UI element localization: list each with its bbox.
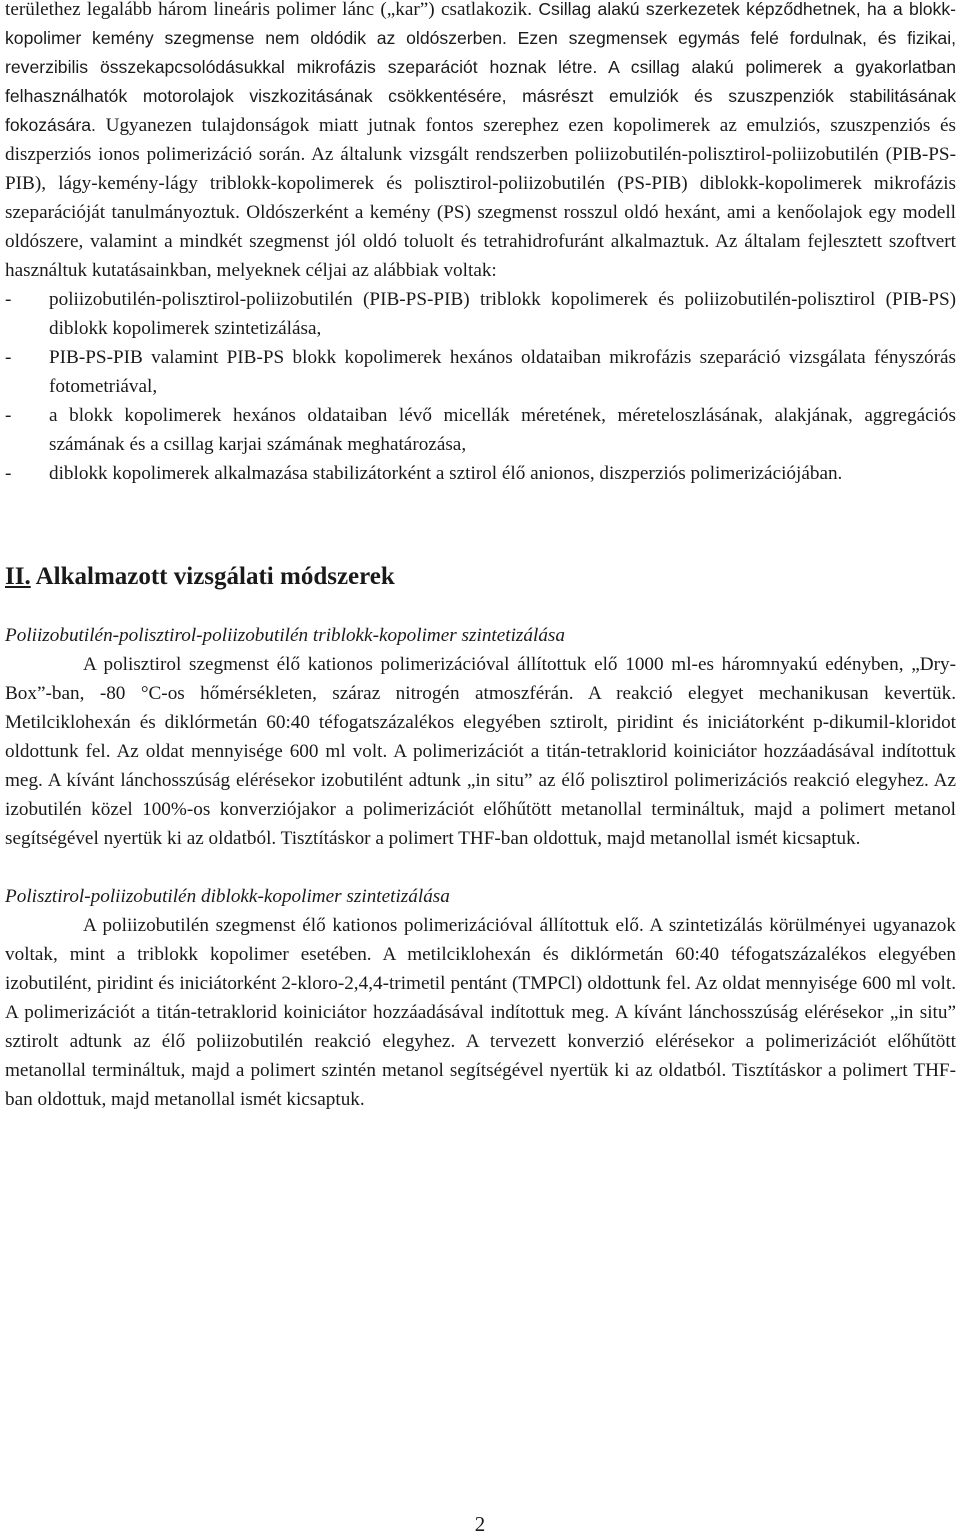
goal-text: a blokk kopolimerek hexános oldataiban lévő micellák méretének, méreteloszlásának, alakjának, aggregációs számának és a csillag karjai számának meghatározása, (49, 405, 956, 455)
list-dash: - (5, 463, 12, 484)
intro-text-part3: Ugyanezen tulajdonságok miatt jutnak fontos szerephez ezen kopolimerek az emulziós, szuszpenziós és diszperziós ionos polimerizáció során. Az általunk vizsgált rendszerben poliizobutilén-polisztirol-poliizobutilén (PIB-PS-PIB), lágy-kemény-lágy triblokk-kopolimerek és polisztirol-poliizobutilén (PS-PIB) diblokk-kopolimerek mikrofázis szeparációját tanulmányoztuk. Oldószerként a kemény (PS) szegmenst rosszul oldó hexánt, ami a kenőolajok egy modell oldószere, valamint a mindkét szegmenst jól oldó toluolt és tetrahidrofuránt alkalmaztuk. Az általam fejlesztett szoftvert használtuk kutatásainkban, melyeknek céljai az alábbiak voltak: (5, 115, 956, 281)
goal-item-stabilizer (5, 459, 956, 488)
subsection-text-triblock: A polisztirol szegmenst élő kationos polimerizációval állítottuk elő 1000 ml-es háromnyakú edényben, „Dry-Box”-ban, -80 °C-os hőmérsékleten, száraz nitrogén atmoszférán. A reakció elegyet mechanikusan kevertük. Metilciklohexán és diklórmetán 60:40 téfogatszázalékos elegyében sztirolt, piridint és iniciátorként p-dikumil-kloridot oldottunk fel. Az oldat mennyisége 600 ml volt. A polimerizációt a titán-tetraklorid koiniciátor hozzáadásával indítottuk meg. A kívánt lánchosszúság elérésekor izobutilént adtunk „in situ” az élő polisztirol polimerizációs reakció elegyhez. Az izobutilén közel 100%-os konverziójakor a polimerizációt előhűtött metanollal termináltuk, majd a polimert metanol segítségével nyertük ki az oldatból. Tisztításkor a polimert THF-ban oldottuk, majd metanollal ismét kicsaptuk. (5, 654, 956, 849)
goal-item-synthesis (5, 285, 956, 343)
section-title: Alkalmazott vizsgálati módszerek (30, 563, 395, 590)
document-page (5, 0, 956, 1114)
intro-text-part1: területhez legalább három lineáris polimer lánc („kar”) csatlakozik. (5, 0, 539, 20)
page-number: 2 (474, 1512, 486, 1536)
section-number: II. (5, 563, 31, 590)
intro-paragraph (5, 0, 956, 285)
list-dash: - (5, 405, 12, 426)
goal-item-micelles (5, 401, 956, 459)
section-heading (5, 562, 956, 592)
intro-text-part2: Csillag alakú szerkezetek képződhetnek, ha a blokk-kopolimer kemény szegmense nem oldódik az oldószerben. Ezen szegmensek egymás felé fordulnak, és fizikai, reverzibilis összekapcsolódásukkal mikrofázis szeparációt hoznak létre. A csillag alakú polimerek a gyakorlatban felhasználhatók motorolajok viszkozitásának csökkentésére, másrészt emulziók és szuszpenziók stabilitásának fokozására. (5, 0, 956, 135)
subsection-title-diblock: Polisztirol-poliizobutilén diblokk-kopolimer szintetizálása (5, 886, 450, 907)
goal-text: PIB-PS-PIB valamint PIB-PS blokk kopolimerek hexános oldataiban mikrofázis szeparáció vizsgálata fényszórás fotometriával, (49, 347, 956, 397)
goal-text: diblokk kopolimerek alkalmazása stabilizátorként a sztirol élő anionos, diszperziós polimerizációjában. (49, 463, 843, 484)
goals-list (5, 285, 956, 488)
goal-text: poliizobutilén-polisztirol-poliizobutilén (PIB-PS-PIB) triblokk kopolimerek és poliizobutilén-polisztirol (PIB-PS) diblokk kopolimerek szintetizálása, (49, 289, 956, 339)
subsection-text-diblock: A poliizobutilén szegmenst élő kationos polimerizációval állítottuk elő. A szintetizálás körülményei ugyanazok voltak, mint a triblokk kopolimer esetében. A metilciklohexán és diklórmetán 60:40 téfogatszázalékos elegyében izobutilént, piridint és iniciátorként 2-klоro-2,4,4-trimetil pentánt (TMPCl) oldottunk fel. Az oldat mennyisége 600 ml volt. A polimerizációt a titán-tetraklorid koiniciátor hozzáadásával indítottuk meg. A kívánt lánchosszúság elérésekor „in situ” sztirolt adtunk az élő poliizobutilén reakció elegyhez. A tervezett konverzió elérésekor a polimerizációt előhűtött metanollal termináltuk, majd a polimert szintén metanol segítségével nyertük ki az oldatból. Tisztításkor a polimert THF-ban oldottuk, majd metanollal ismét kicsaptuk. (5, 915, 956, 1110)
goal-item-light-scattering (5, 343, 956, 401)
list-dash: - (5, 347, 12, 368)
subsection-title-triblock: Poliizobutilén-polisztirol-poliizobutilén triblokk-kopolimer szintetizálása (5, 625, 565, 646)
list-dash: - (5, 289, 12, 310)
